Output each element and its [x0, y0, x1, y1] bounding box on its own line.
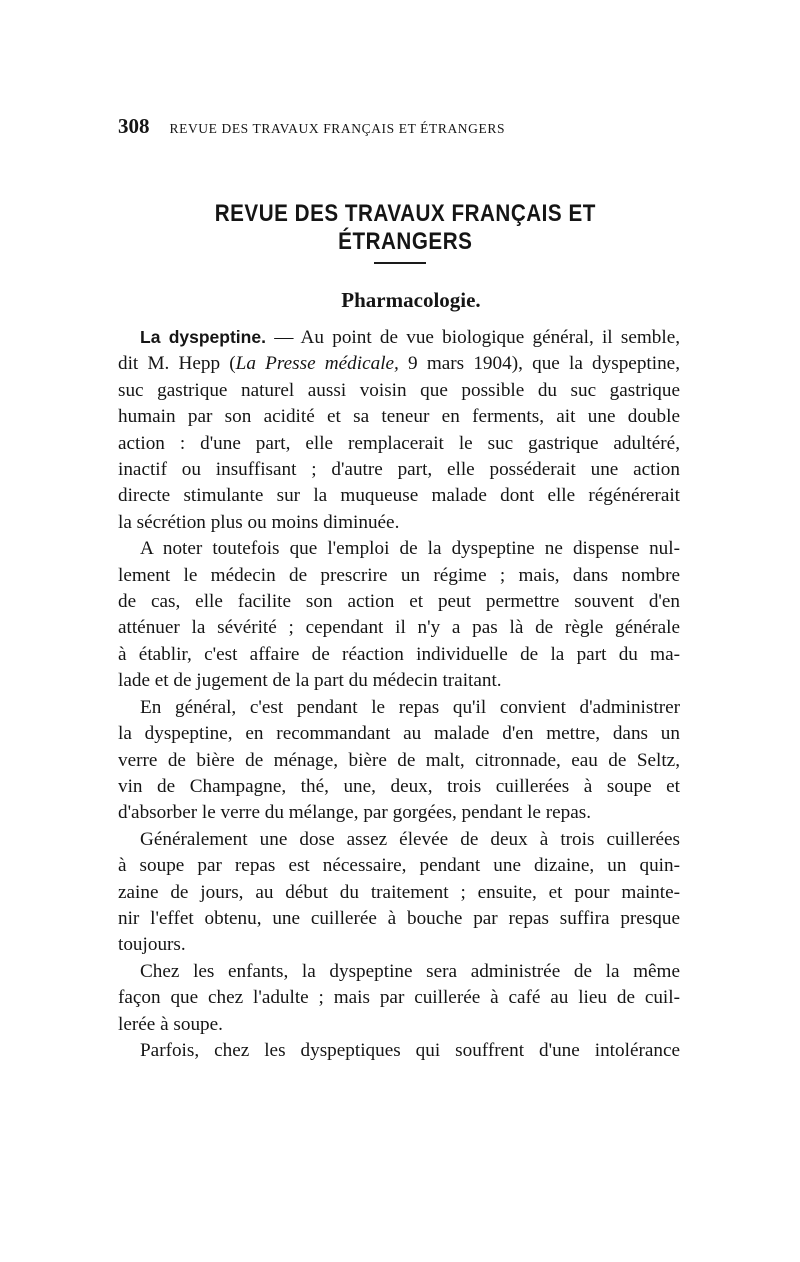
paragraph-1: [118, 324, 680, 536]
text-line: d'absorber le verre du mélange, par gorgées, pendant le repas.: [118, 802, 591, 824]
paragraph-5: [118, 959, 680, 1038]
text-line: lement le médecin de prescrire un régime ; mais, dans nombre: [118, 564, 680, 586]
text-line: humain par son acidité et sa teneur en ferments, ait une double: [118, 406, 680, 428]
article-body: [118, 324, 680, 1064]
text-line: zaine de jours, au début du traitement ; ensuite, et pour mainte-: [118, 881, 680, 903]
title-divider: [374, 262, 426, 264]
article-run-in-title: La dyspeptine.: [140, 327, 266, 347]
page-number: 308: [118, 114, 150, 138]
text-fragment: dit M. Hepp (: [118, 353, 236, 375]
subheading: Pharmacologie.: [341, 288, 481, 312]
section-title: REVUE DES TRAVAUX FRANÇAIS ET ÉTRANGERS: [214, 200, 596, 255]
paragraph-2: [118, 536, 680, 694]
text-line: lerée à soupe.: [118, 1013, 223, 1035]
text-line: Généralement une dose assez élevée de deux à trois cuillerées: [140, 828, 680, 850]
text-line: la dyspeptine, en recommandant au malade d'en mettre, dans un: [118, 723, 680, 745]
text-line: directe stimulante sur la muqueuse malade dont elle régénérerait: [118, 485, 680, 507]
text-line: suc gastrique naturel aussi voisin que possible du suc gastrique: [118, 379, 680, 401]
text-fragment: 9 mars 1904), que la dyspeptine,: [398, 353, 680, 375]
text-line: à établir, c'est affaire de réaction individuelle de la part du ma-: [118, 643, 680, 665]
text-line: façon que chez l'adulte ; mais par cuillerée à café au lieu de cuil-: [118, 987, 680, 1009]
text-line: la sécrétion plus ou moins diminuée.: [118, 511, 400, 533]
text-line: lade et de jugement de la part du médecin traitant.: [118, 670, 502, 692]
text-line: A noter toutefois que l'emploi de la dyspeptine ne dispense nul-: [140, 538, 680, 560]
journal-title: La Presse médicale,: [235, 353, 399, 375]
text-line: inactif ou insuffisant ; d'autre part, elle posséderait une action: [118, 459, 680, 481]
running-head: [118, 114, 680, 138]
text-line: [118, 324, 680, 351]
paragraph-4: [118, 827, 680, 959]
text-line: [118, 351, 680, 377]
text-line: atténuer la sévérité ; cependant il n'y a pas là de règle générale: [118, 617, 680, 639]
text-line: toujours.: [118, 934, 186, 956]
paragraph-3: [118, 695, 680, 827]
text-line: Parfois, chez les dyspeptiques qui souffrent d'une intolérance: [140, 1039, 680, 1061]
text-line: verre de bière de ménage, bière de malt, citronnade, eau de Seltz,: [118, 749, 680, 771]
running-title: REVUE DES TRAVAUX FRANÇAIS ET ÉTRANGERS: [169, 121, 506, 136]
text-line: de cas, elle facilite son action et peut permettre souvent d'en: [118, 591, 680, 613]
text-line: à soupe par repas est nécessaire, pendant une dizaine, un quin-: [118, 855, 680, 877]
paragraph-6: [118, 1038, 680, 1064]
text-line: vin de Champagne, thé, une, deux, trois cuillerées à soupe et: [118, 775, 680, 797]
text-line: action : d'une part, elle remplacerait le suc gastrique adultéré,: [118, 432, 680, 454]
text-fragment: — Au point de vue biologique général, il semble,: [265, 327, 681, 348]
text-line: Chez les enfants, la dyspeptine sera administrée de la même: [140, 960, 680, 982]
text-line: nir l'effet obtenu, une cuillerée à bouche par repas suffira presque: [118, 907, 680, 929]
text-line: En général, c'est pendant le repas qu'il convient d'administrer: [140, 696, 680, 718]
